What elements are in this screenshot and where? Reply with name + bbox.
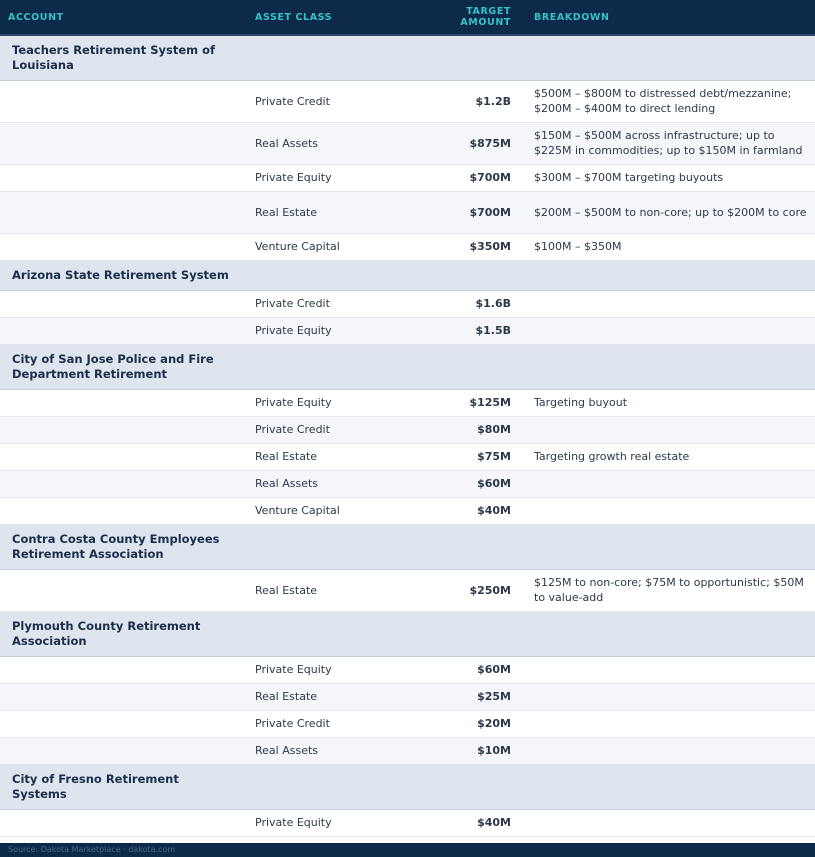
account-name: Plymouth County Retirement Association bbox=[0, 611, 815, 656]
breakdown-cell: $150M – $500M across infrastructure; up to $225M in commodities; up to $150M in farmland bbox=[517, 122, 815, 164]
table-row[interactable] bbox=[0, 233, 815, 260]
table-row[interactable] bbox=[0, 809, 815, 836]
table-row[interactable] bbox=[0, 470, 815, 497]
table-row[interactable] bbox=[0, 683, 815, 710]
account-cell bbox=[0, 389, 247, 416]
table-row[interactable] bbox=[0, 164, 815, 191]
breakdown-cell bbox=[517, 683, 815, 710]
account-cell bbox=[0, 191, 247, 233]
target-header-line2: AMOUNT bbox=[460, 17, 511, 28]
account-group-row[interactable] bbox=[0, 764, 815, 809]
target-amount-cell: $40M bbox=[397, 809, 517, 836]
account-cell bbox=[0, 683, 247, 710]
account-cell bbox=[0, 233, 247, 260]
table-row[interactable] bbox=[0, 443, 815, 470]
account-group-row[interactable] bbox=[0, 35, 815, 80]
column-header-breakdown[interactable]: BREAKDOWN bbox=[517, 0, 815, 35]
target-amount-cell: $700M bbox=[397, 191, 517, 233]
account-cell bbox=[0, 569, 247, 611]
account-name: City of Fresno Retirement Systems bbox=[0, 764, 815, 809]
breakdown-cell: Targeting growth real estate bbox=[517, 443, 815, 470]
account-group-row[interactable] bbox=[0, 611, 815, 656]
account-cell bbox=[0, 416, 247, 443]
target-amount-cell: $25M bbox=[397, 683, 517, 710]
target-amount-cell: $1.6B bbox=[397, 290, 517, 317]
table-row[interactable] bbox=[0, 389, 815, 416]
account-cell bbox=[0, 443, 247, 470]
breakdown-cell: $200M – $500M to non-core; up to $200M to core bbox=[517, 191, 815, 233]
table-row[interactable] bbox=[0, 191, 815, 233]
breakdown-cell: $125M to non-core; $75M to opportunistic; $50M to value-add bbox=[517, 569, 815, 611]
table-row[interactable] bbox=[0, 416, 815, 443]
target-header-line1: TARGET bbox=[466, 6, 511, 17]
target-amount-cell: $875M bbox=[397, 122, 517, 164]
asset-class-cell: Venture Capital bbox=[247, 497, 397, 524]
asset-class-cell: Real Assets bbox=[247, 470, 397, 497]
account-cell bbox=[0, 710, 247, 737]
account-group-row[interactable] bbox=[0, 344, 815, 389]
asset-class-cell: Real Estate bbox=[247, 191, 397, 233]
account-cell bbox=[0, 164, 247, 191]
asset-class-cell: Private Credit bbox=[247, 416, 397, 443]
table-row[interactable] bbox=[0, 290, 815, 317]
asset-class-cell: Private Equity bbox=[247, 656, 397, 683]
breakdown-cell bbox=[517, 737, 815, 764]
asset-class-cell: Private Credit bbox=[247, 80, 397, 122]
breakdown-cell bbox=[517, 317, 815, 344]
asset-class-cell: Private Equity bbox=[247, 164, 397, 191]
breakdown-cell bbox=[517, 416, 815, 443]
breakdown-cell bbox=[517, 710, 815, 737]
target-amount-cell: $125M bbox=[397, 389, 517, 416]
account-cell bbox=[0, 122, 247, 164]
target-amount-cell: $60M bbox=[397, 470, 517, 497]
target-amount-cell: $75M bbox=[397, 443, 517, 470]
table-row[interactable] bbox=[0, 710, 815, 737]
breakdown-cell bbox=[517, 809, 815, 836]
column-header-account[interactable]: ACCOUNT bbox=[0, 0, 247, 35]
table-header-row bbox=[0, 0, 815, 35]
target-amount-cell: $250M bbox=[397, 569, 517, 611]
table-row[interactable] bbox=[0, 497, 815, 524]
account-cell bbox=[0, 470, 247, 497]
asset-class-cell: Real Estate bbox=[247, 443, 397, 470]
account-name: Teachers Retirement System of Louisiana bbox=[0, 35, 815, 80]
target-amount-cell: $40M bbox=[397, 497, 517, 524]
table-row[interactable] bbox=[0, 656, 815, 683]
target-amount-cell: $350M bbox=[397, 233, 517, 260]
target-amount-cell: $60M bbox=[397, 656, 517, 683]
target-amount-cell: $20M bbox=[397, 710, 517, 737]
breakdown-cell: $500M – $800M to distressed debt/mezzanine; $200M – $400M to direct lending bbox=[517, 80, 815, 122]
column-header-asset-class[interactable]: ASSET CLASS bbox=[247, 0, 397, 35]
asset-class-cell: Real Assets bbox=[247, 122, 397, 164]
breakdown-cell bbox=[517, 290, 815, 317]
account-group-row[interactable] bbox=[0, 260, 815, 290]
target-amount-cell: $1.5B bbox=[397, 317, 517, 344]
account-group-row[interactable] bbox=[0, 524, 815, 569]
account-cell bbox=[0, 497, 247, 524]
asset-class-cell: Private Credit bbox=[247, 290, 397, 317]
account-cell bbox=[0, 290, 247, 317]
table-row[interactable] bbox=[0, 317, 815, 344]
breakdown-cell bbox=[517, 656, 815, 683]
account-cell bbox=[0, 80, 247, 122]
asset-class-cell: Real Estate bbox=[247, 683, 397, 710]
table-row[interactable] bbox=[0, 80, 815, 122]
source-footer: Source: Dakota Marketplace · dakota.com bbox=[0, 843, 815, 857]
account-cell bbox=[0, 737, 247, 764]
asset-class-cell: Private Credit bbox=[247, 710, 397, 737]
table-row[interactable] bbox=[0, 569, 815, 611]
account-cell bbox=[0, 656, 247, 683]
column-header-target-amount[interactable] bbox=[397, 0, 517, 35]
asset-class-cell: Private Equity bbox=[247, 389, 397, 416]
target-amount-cell: $1.2B bbox=[397, 80, 517, 122]
breakdown-cell bbox=[517, 470, 815, 497]
asset-class-cell: Private Equity bbox=[247, 809, 397, 836]
account-cell bbox=[0, 317, 247, 344]
asset-class-cell: Real Assets bbox=[247, 737, 397, 764]
target-amount-cell: $80M bbox=[397, 416, 517, 443]
account-name: Arizona State Retirement System bbox=[0, 260, 815, 290]
breakdown-cell: $100M – $350M bbox=[517, 233, 815, 260]
breakdown-cell: Targeting buyout bbox=[517, 389, 815, 416]
account-name: City of San Jose Police and Fire Department Retirement bbox=[0, 344, 815, 389]
table-row[interactable] bbox=[0, 122, 815, 164]
asset-class-cell: Venture Capital bbox=[247, 233, 397, 260]
breakdown-cell bbox=[517, 497, 815, 524]
account-cell bbox=[0, 809, 247, 836]
account-name: Contra Costa County Employees Retirement Association bbox=[0, 524, 815, 569]
asset-class-cell: Private Equity bbox=[247, 317, 397, 344]
target-amount-cell: $10M bbox=[397, 737, 517, 764]
target-amount-cell: $700M bbox=[397, 164, 517, 191]
breakdown-cell: $300M – $700M targeting buyouts bbox=[517, 164, 815, 191]
asset-class-cell: Real Estate bbox=[247, 569, 397, 611]
table-row[interactable] bbox=[0, 737, 815, 764]
